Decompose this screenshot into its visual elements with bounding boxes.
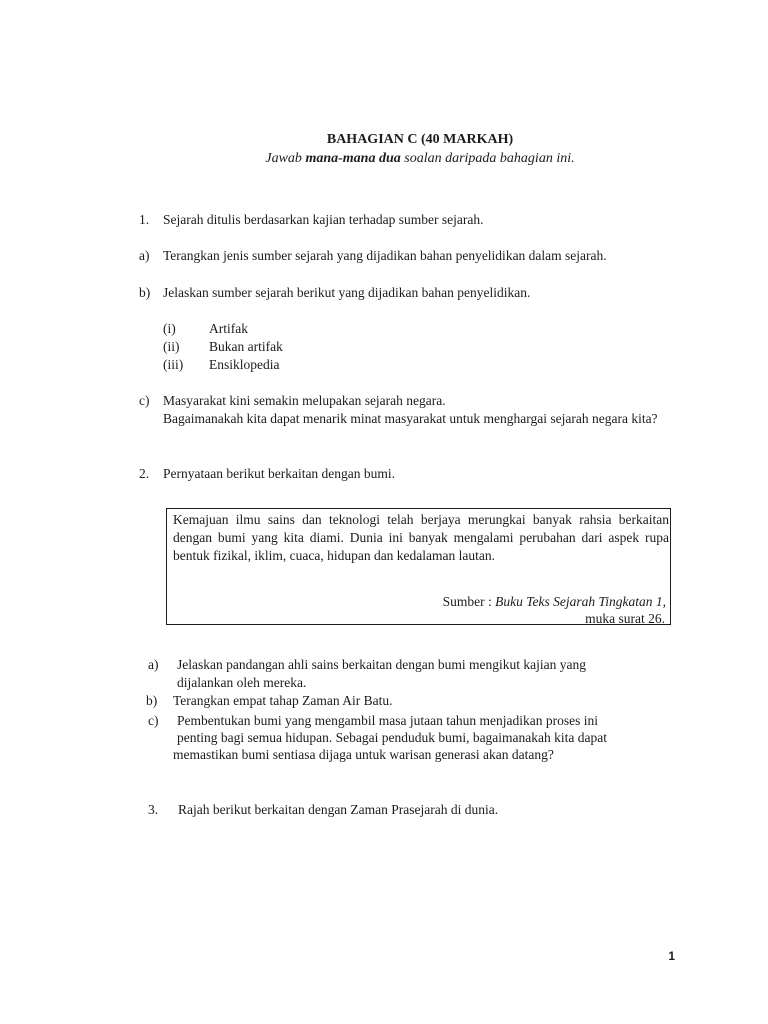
q2c-label: c) [148,713,159,728]
q2-number: 2. [139,466,150,481]
q2a-line1: Jelaskan pandangan ahli sains berkaitan dengan bumi mengikut kajian yang [177,657,587,672]
q2a-label: a) [148,657,159,672]
q1b-item-label: (i) [163,321,176,336]
q1c-label: c) [139,393,150,408]
q2a-line2: dijalankan oleh mereka. [177,675,307,690]
q2b-text: Terangkan empat tahap Zaman Air Batu. [173,693,393,708]
q3-text: Rajah berikut berkaitan dengan Zaman Prasejarah di dunia. [178,802,499,817]
q3-number: 3. [148,802,159,817]
page-number: 1 [668,949,675,963]
q1a-text: Terangkan jenis sumber sejarah yang dijadikan bahan penyelidikan dalam sejarah. [163,248,607,263]
source-citation [443,593,666,611]
q1b-item-text: Bukan artifak [209,339,283,354]
section-instruction [0,150,768,168]
q1-text: Sejarah ditulis berdasarkan kajian terhadap sumber sejarah. [163,212,484,227]
q1b-item-text: Artifak [209,321,248,336]
q1b-item-label: (iii) [163,357,184,372]
q1-number: 1. [139,212,150,227]
q2c-line2: penting bagi semua hidupan. Sebagai penduduk bumi, bagaimanakah kita dapat [177,730,608,745]
q2b-label: b) [146,693,158,708]
q1c-line2: Bagaimanakah kita dapat menarik minat masyarakat untuk menghargai sejarah negara kita? [163,411,658,426]
q1b-item-label: (ii) [163,339,180,354]
instruction-bold: mana-mana dua [305,151,401,166]
q1b-label: b) [139,285,151,300]
q1c-line1: Masyarakat kini semakin melupakan sejarah negara. [163,393,446,408]
q1b-item-text: Ensiklopedia [209,357,280,372]
q1a-label: a) [139,248,150,263]
q2-text: Pernyataan berikut berkaitan dengan bumi. [163,466,396,481]
source-page: muka surat 26. [585,611,665,626]
q2c-line1: Pembentukan bumi yang mengambil masa jutaan tahun menjadikan proses ini [177,713,599,728]
q1b-text: Jelaskan sumber sejarah berikut yang dijadikan bahan penyelidikan. [163,285,531,300]
source-title: Buku Teks Sejarah Tingkatan 1, [495,594,666,609]
q2c-line3: memastikan bumi sentiasa dijaga untuk warisan generasi akan datang? [173,747,554,762]
instruction-post: soalan daripada bahagian ini. [400,151,575,166]
instruction-pre: Jawab [265,151,306,166]
section-title: BAHAGIAN C (40 MARKAH) [326,132,514,147]
source-prefix: Sumber : [442,594,496,609]
source-box-text: Kemajuan ilmu sains dan teknologi telah berjaya merungkai banyak rahsia berkaitan dengan bumi yang kita diami. Dunia ini banyak mengalami perubahan dari aspek rupa bentuk fizikal, iklim, cuaca, hidupan dan kedalaman lautan. [173,512,669,563]
